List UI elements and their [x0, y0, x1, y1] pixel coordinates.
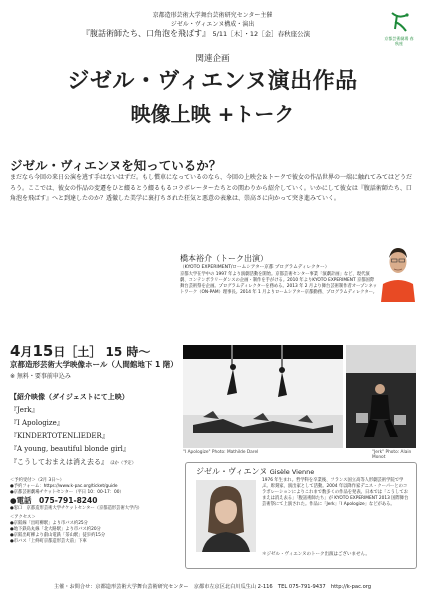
info-line: ●地下鉄烏丸線「北大路駅」より市バス約20分	[10, 527, 101, 532]
production-line	[82, 28, 310, 39]
info-phone: ●電話 075-791-8240	[10, 496, 98, 505]
artist-bio: 1976 年生まれ。哲学科を卒業後、フランス国立高等人形劇芸術学院で学ぶ。彫刻家、演出家として活動。2004 年以降作家デニス・クーパーとのコラボレーションによりこれまで数多くの作品を発表。日本では「こうしておまえは消え去る」「腹話術師たち」が KYOTO EXPERIMENT 2013 国際舞台芸術祭にて上演された。作品に「Jerk」「I Apologize」などがある。	[262, 478, 409, 507]
info-line: ●予約フォーム：https://www.k-pac.org/ticket/guide	[10, 484, 118, 489]
performance-photo-apologize	[183, 345, 343, 448]
event-time: 15 時～	[105, 345, 151, 359]
intro-heading: ジゼル・ヴィエンヌを知っているか？	[10, 158, 222, 173]
speaker-role: （KYOTO EXPERIMENT/ロームシアター京都 プログラムディレクター）	[180, 265, 330, 270]
credit-line: ジゼル・ヴィエンヌ構成・演出	[170, 21, 255, 28]
event-day-unit: 日	[53, 345, 66, 359]
film-item: 『こうしておまえは消え去る』	[10, 458, 108, 466]
artist-name-ja: ジゼル・ヴィエンヌ	[196, 467, 268, 476]
artist-photo	[196, 480, 256, 552]
admission-note: ※ 無料・要事前申込み	[10, 373, 71, 380]
event-day: 15	[32, 342, 54, 360]
event-month: 4	[10, 342, 21, 360]
films-note: ほか（予定）	[110, 461, 137, 466]
event-venue: 京都造形芸術大学映像ホール（人間館地下 1 階）	[10, 360, 178, 369]
photo-caption-apologize: "I Apologize" Photo: Mathilde Darel	[183, 450, 259, 455]
info-line: ●京阪出町柳より叡山電鉄「茶山駅」徒歩約15分	[10, 533, 106, 538]
event-date	[10, 342, 150, 360]
organizer-line: 京都造形芸術大学舞台芸術研究センター主催	[152, 12, 273, 19]
info-line: ＜アクセス＞	[10, 515, 36, 520]
theatre-logo-icon	[383, 10, 415, 32]
info-block	[10, 478, 178, 545]
info-line: ●市バス「上終町京都造形芸大前」下車	[10, 539, 87, 544]
film-item: 『I Apologize』	[10, 419, 64, 427]
film-item: 『A young, beautiful blonde girl』	[10, 445, 130, 453]
intro-body: まだなら今回の来日公演を逃す手はないはずだ。もし慣車になっているのなら、今回の上映会＆トークで彼女の作品世界の一端に触れてみてはどうだろう。ここでは、彼女の作品の変遷をひと綴るとう綴るもるコラボレーターたちとの関わりから紹介していく。いかにして彼女は『腹話術師たち、口角泡を飛ばす』へと到達したのか？透徹した美学に裏打ちされた狂気と悪意の表象は、崇高さに向かって突き進みていく。	[10, 174, 413, 202]
contact-footer: 主催・お問合せ：京都造形芸術大学舞台芸術研究センター 京都市左京区北白川瓜生山 2-116 TEL 075-791-9437 http://k-pac.org	[53, 584, 372, 590]
info-line: ●窓口 京都造形芸術大学チケットセンター（京都造形芸術大学内）	[10, 506, 142, 511]
event-month-unit: 月	[20, 345, 33, 359]
photo-caption-jerk: "Jerk" Photo: Alain Monot	[372, 450, 412, 460]
event-title: ジゼル・ヴィエンヌ演出作品	[67, 69, 358, 94]
film-item-last	[10, 457, 136, 467]
event-weekday: ［土］	[65, 345, 102, 359]
film-item: 『Jerk』	[10, 406, 39, 414]
speaker-photo	[379, 240, 417, 302]
theatre-logo-text: 京都芸術劇場 春秋座	[384, 36, 414, 46]
info-line: ●京阪線「出町柳駅」より市バス約25分	[10, 521, 88, 526]
artist-note: ＊ジゼル・ヴィエンヌのトーク出演はございません。	[262, 552, 370, 557]
film-item: 『KINDERTOTENLIEDER』	[10, 432, 109, 440]
production-title: 『腹話術師たち、口角泡を飛ばす』	[82, 29, 210, 38]
related-label: 関連企画	[195, 54, 230, 64]
performance-photo-jerk	[346, 345, 416, 448]
speaker-name: 橋本裕介（トーク出演）	[180, 254, 268, 263]
artist-name-latin: Gisèle Vienne	[269, 468, 315, 476]
performance-dates: 5/11［木］・12［金］春秋座公演	[212, 30, 311, 38]
event-subtitle: 映像上映 +トーク	[130, 102, 295, 126]
info-line: ●京都芸術劇場チケットセンター（平日 10：00-17：00）	[10, 490, 124, 495]
info-line: ＜予約受付＞（2月 3日〜）	[10, 478, 65, 483]
speaker-bio: 京都大学在学中の 1997 年より演劇活動を開始。京都芸術センター事業「演劇計画」など、現代演劇、コンテンポラリーダンスの企画・制作を手がける。2010 年よりKYOTO EXPERIMENT 京都国際舞台芸術祭を企画。プログラムディレクターを務める。2013 年 2 月より舞台芸術制作者オープンネットワーク（ON-PAM）理事長。2014 年 1 月よりロームシアター京都勤務、プログラムディレクター。	[180, 272, 378, 295]
films-heading: 【紹介映像（ダイジェストにて上映）	[10, 393, 129, 401]
artist-name	[196, 466, 314, 477]
